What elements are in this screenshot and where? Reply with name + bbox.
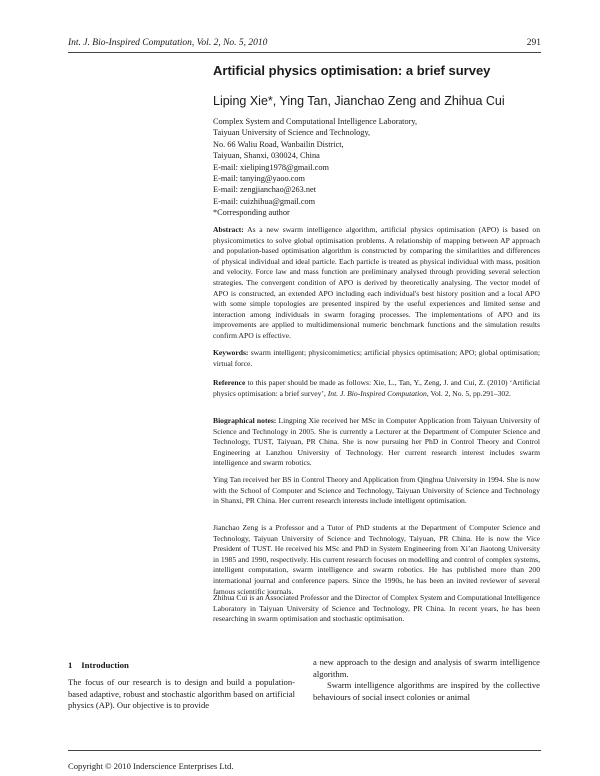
running-header <box>68 38 541 48</box>
affiliation-line: Taiyuan University of Science and Technology, <box>213 128 371 138</box>
citation-reference <box>213 378 540 399</box>
bio-text: Zhihua Cui is an Associated Professor and the Director of Complex System and Computational Intelligence Laboratory in Taiyuan University of Science and Technology, PR China. In recent years, he has been researching in swarm optimisation and stochastic optimisation. <box>213 593 540 624</box>
reference-journal: Int. J. Bio-Inspired Computation, <box>327 388 429 398</box>
reference-label: Reference <box>213 378 246 387</box>
header-rule <box>68 52 541 53</box>
author-list: Liping Xie*, Ying Tan, Jianchao Zeng and Zhihua Cui <box>213 94 505 108</box>
bio-paragraph <box>213 475 540 507</box>
biographical-notes <box>213 416 540 469</box>
affiliation-line: No. 66 Waliu Road, Wanbailin District, <box>213 139 344 149</box>
bio-paragraph: Lingping Xie received her MSc in Computer Application from Taiyuan University of Science and Technology in 2005. She is currently a Lecturer at the Department of Computer Science and Technology, TUST, Taiyuan, PR China. She is now pursuing her PhD in Control Theory and Control Engineering at Lanzhou University of Technology. Her current research interest includes swarm intelligence and swarm robotics. <box>213 416 540 468</box>
affiliation-block <box>213 116 417 219</box>
section-title: Introduction <box>81 660 129 670</box>
keywords-label: Keywords: <box>213 348 249 357</box>
email-line: E-mail: tanying@yaoo.com <box>213 174 305 184</box>
intro-paragraph: a new approach to the design and analysis of swarm intelligence algorithm. <box>313 657 540 679</box>
bio-label: Biographical notes: <box>213 416 277 425</box>
reference-volume: Vol. 2, No. 5, pp.291–302. <box>430 388 511 398</box>
keywords-text: swarm intelligent; physicomimetics; artificial physics optimisation; APO; global optimisation; virtual force. <box>213 348 540 368</box>
bio-paragraph <box>213 593 540 625</box>
bio-text: Ying Tan received her BS in Control Theory and Application from Qinghua University in 1994. She is now with the School of Computer and Science and Technology, Taiyuan University of Science and Technology in Shanxi, PR China. Her current research interests include intelligent optimisation. <box>213 475 540 506</box>
intro-right-column <box>313 657 540 703</box>
bio-paragraph <box>213 523 540 597</box>
corresponding-author-note: *Corresponding author <box>213 208 290 218</box>
copyright-footer: Copyright © 2010 Inderscience Enterprises Ltd. <box>68 761 234 771</box>
section-heading <box>68 660 129 670</box>
affiliation-line: Complex System and Computational Intelligence Laboratory, <box>213 117 418 126</box>
reference-text: to this paper should be made as follows: Xie, L., Tan, Y., Zeng, J. and Cui, Z. (2010) ‘Artificial physics optimisation: a brief survey’, <box>213 378 540 398</box>
email-line: E-mail: cuizhihua@gmail.com <box>213 196 316 206</box>
intro-left-column <box>68 677 295 712</box>
paper-title: Artificial physics optimisation: a brief survey <box>213 63 491 78</box>
abstract-label: Abstract: <box>213 225 244 234</box>
abstract-text: As a new swarm intelligence algorithm, artificial physics optimisation (APO) is based on physicomimetics to solve global optimisation problems. A relationship of mapping between AP approach and population-based optimisation algorithm is constructed by comparing the similarities and differences of physical individual and ideal particle. Each particle is treated as physical individual with mass, position and velocity. Force law and mass function are preliminary analysed through providing several selection strategies. The convergent condition of APO is derived by theoretically analysing. The vector model of APO is constructed, an extended APO including each individual's best history position and a local APO with some simple topologies are presented inspired by the useful experiences and limited sense and interaction among individuals in swarm foraging processes. The implementations of APO and its improvements are applied to multidimensional numeric benchmark functions and the simulation results confirm APO is effective. <box>213 225 541 340</box>
page-number: 291 <box>526 38 541 48</box>
abstract <box>213 225 540 342</box>
email-line: E-mail: zengjianchao@263.net <box>213 185 317 195</box>
affiliation-line: Taiyuan, Shanxi, 030024, China <box>213 151 320 161</box>
section-number: 1 <box>68 660 73 670</box>
keywords <box>213 348 540 369</box>
journal-citation: Int. J. Bio-Inspired Computation, Vol. 2, No. 5, 2010 <box>68 38 268 48</box>
email-line: E-mail: xieliping1978@gmail.com <box>213 162 329 172</box>
intro-paragraph: The focus of our research is to design and build a population-based adaptive, robust and stochastic algorithm based on artificial physics (AP). Our objective is to provide <box>68 677 295 711</box>
intro-paragraph: Swarm intelligence algorithms are inspired by the collective behaviours of social insect colonies or animal <box>313 680 540 702</box>
bio-text: Jianchao Zeng is a Professor and a Tutor of PhD students at the Department of Computer Science and Technology, Taiyuan University of Science and Technology, Taiyuan, PR China. He is now the Vice President of TUST. He received his MSc and PhD in System Engineering from Xi’an Jiaotong University in 1985 and 1990, respectively. His current research focuses on modelling and control of complex systems, intelligent computation, swarm intelligence and swarm robotics. He has published more than 200 international journal and conference papers. Since the 1990s, he has been an invited reviewer of several famous scientific journals. <box>213 523 540 596</box>
footer-rule <box>68 750 541 751</box>
